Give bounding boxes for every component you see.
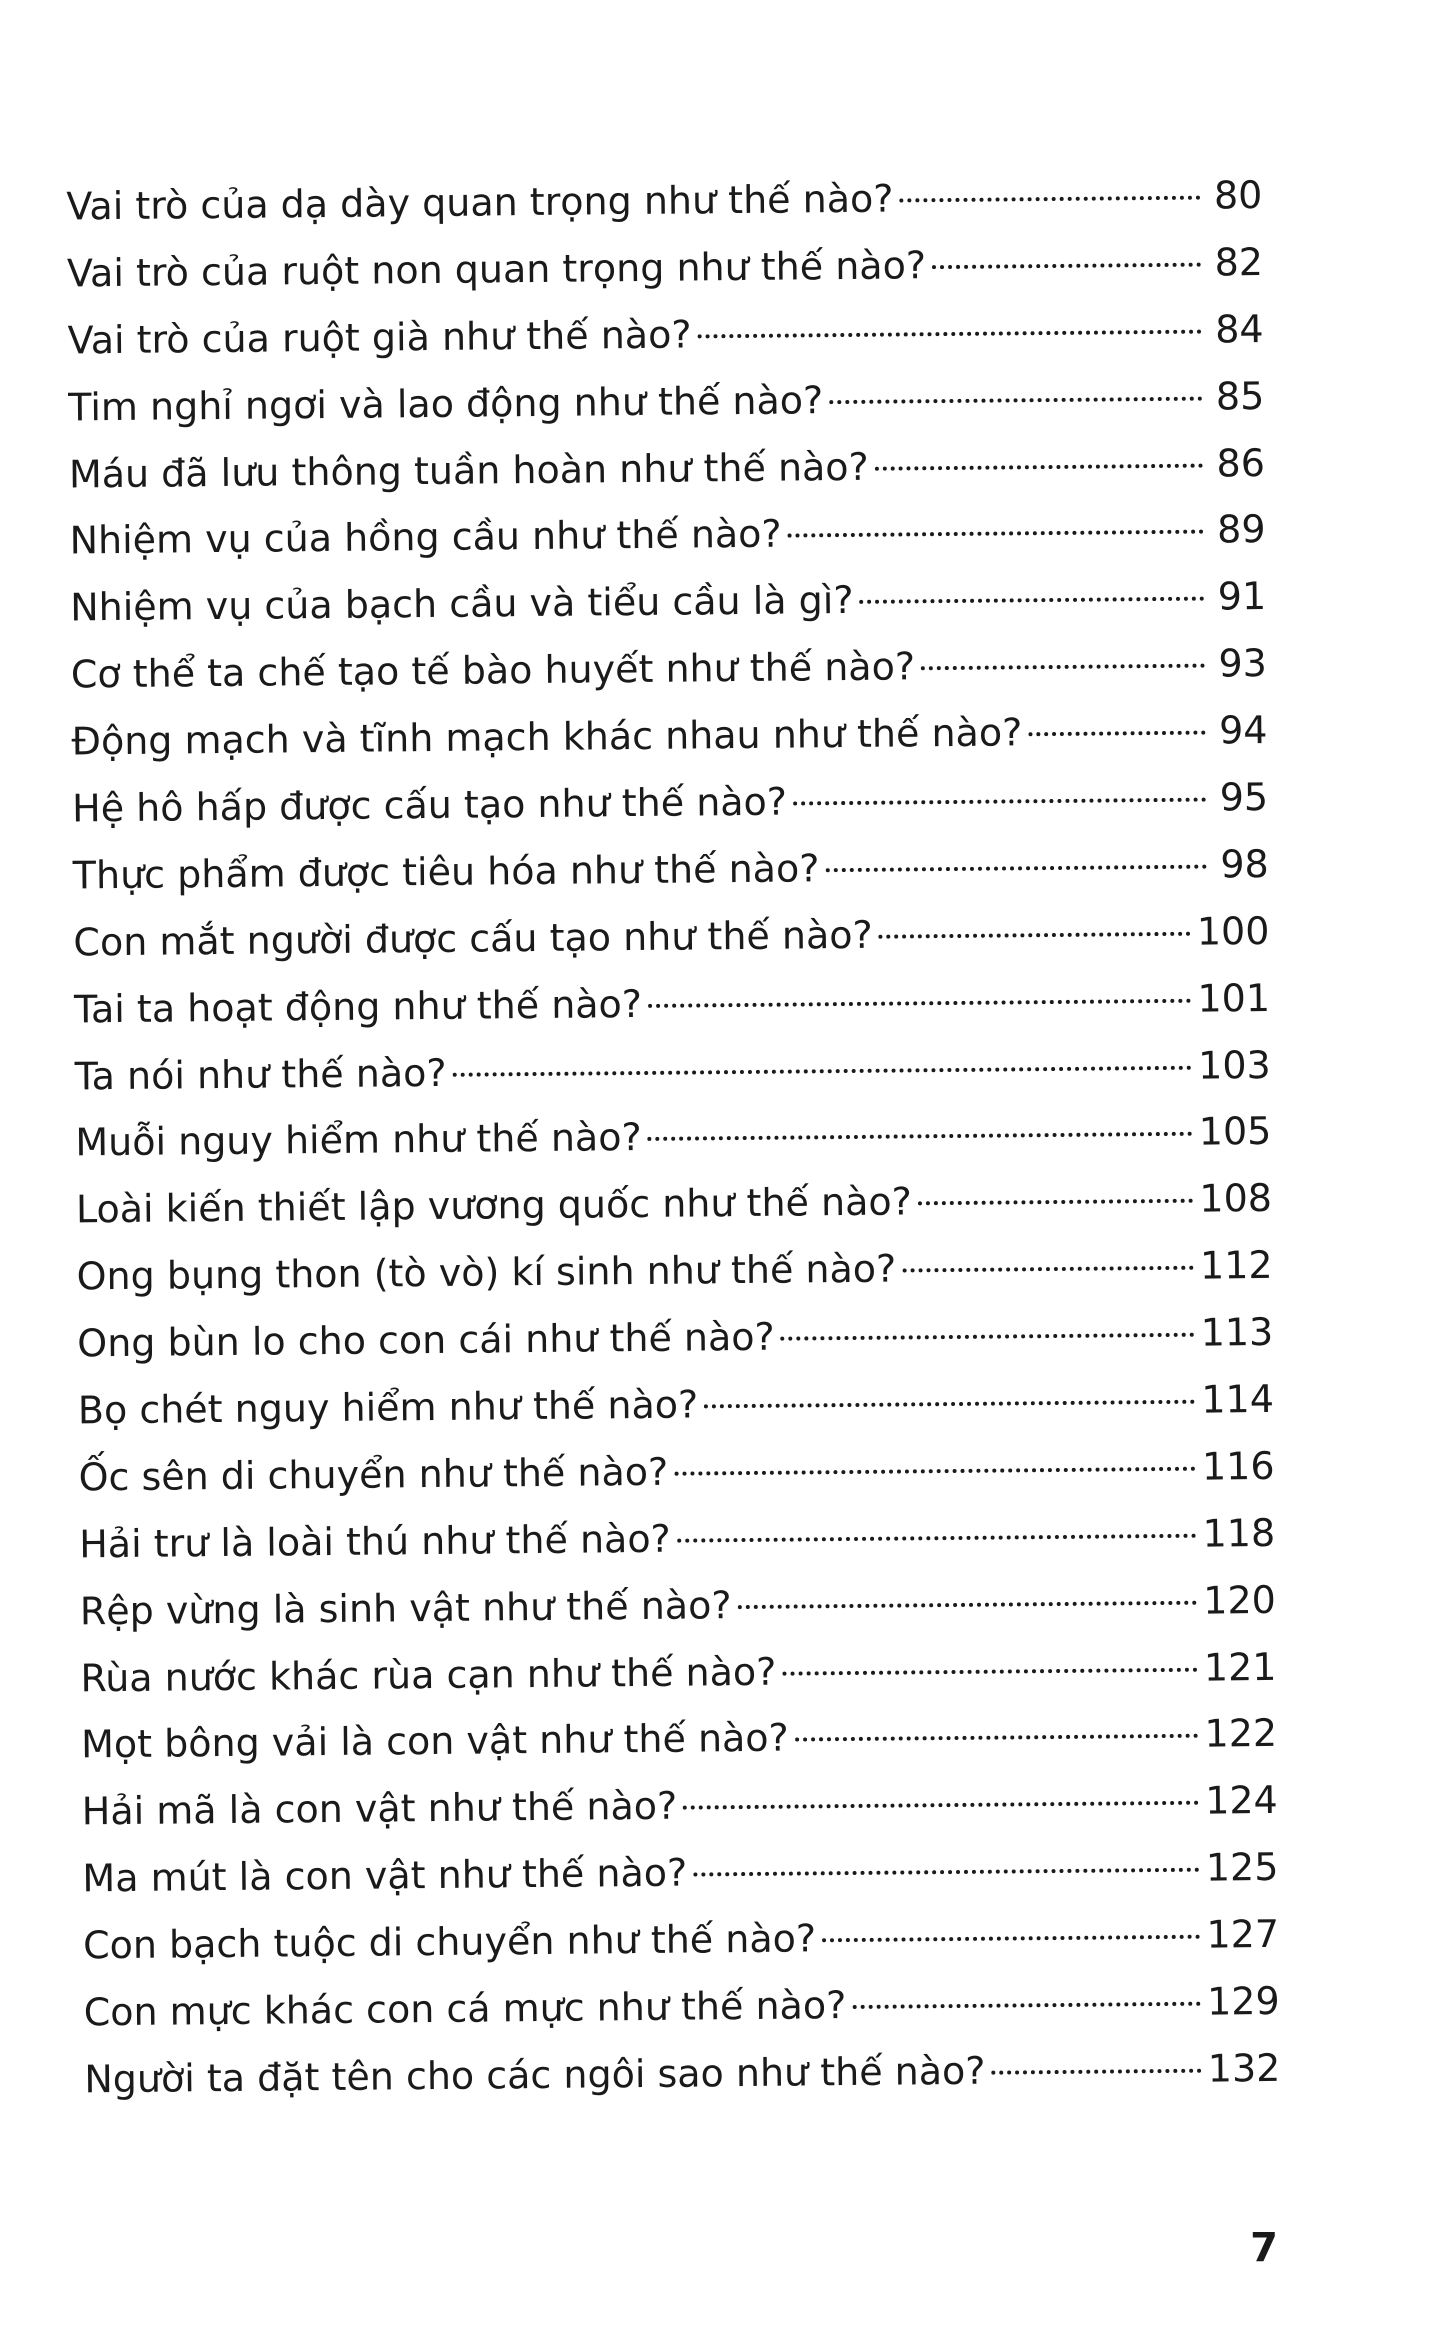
toc-entry-page: 91 (1217, 574, 1267, 619)
toc-entry-page: 116 (1201, 1443, 1275, 1489)
toc-entry (75, 1098, 1272, 1176)
toc-entry-title: Cơ thể ta chế tạo tế bào huyết như thế nào? (70, 644, 916, 697)
toc-entry-title: Con mắt người được cấu tạo như thế nào? (73, 912, 873, 965)
toc-entry-page: 93 (1218, 641, 1268, 686)
toc-entry (73, 898, 1270, 976)
toc-entry-page: 124 (1204, 1778, 1278, 1823)
toc-entry-title: Muỗi nguy hiểm như thế nào? (75, 1115, 642, 1165)
toc-entry-title: Hải trư là loài thú như thế nào? (79, 1516, 671, 1567)
toc-entry-page: 129 (1206, 1978, 1280, 2024)
dot-leader (704, 1400, 1195, 1409)
toc-entry (71, 630, 1268, 708)
toc-entry-page: 100 (1196, 908, 1270, 954)
toc-entry (74, 965, 1271, 1043)
toc-entry-page: 121 (1203, 1644, 1277, 1690)
toc-entry (70, 563, 1267, 641)
toc-entry (81, 1700, 1278, 1778)
dot-leader (677, 1534, 1197, 1543)
dot-leader (795, 1734, 1199, 1742)
toc-entry-page: 118 (1202, 1510, 1276, 1556)
dot-leader (738, 1600, 1198, 1608)
toc-entry-page: 82 (1214, 239, 1264, 285)
toc-entry-title: Ong bùn lo cho con cái như thế nào? (77, 1314, 775, 1366)
dot-leader (683, 1801, 1199, 1810)
dot-leader (793, 798, 1206, 806)
dot-leader (918, 1199, 1194, 1206)
dot-leader (932, 262, 1201, 269)
toc-entry-title: Tai ta hoạt động như thế nào? (73, 981, 643, 1032)
dot-leader (921, 664, 1205, 671)
toc-entry (79, 1500, 1276, 1578)
toc-entry-page: 105 (1198, 1109, 1272, 1155)
toc-entry-page: 84 (1215, 306, 1264, 352)
toc-entry-page: 86 (1216, 440, 1266, 486)
toc-entry-page: 80 (1213, 172, 1263, 218)
dot-leader (781, 1333, 1195, 1341)
toc-entry-page: 122 (1204, 1711, 1278, 1757)
toc-entry-page: 103 (1197, 1042, 1271, 1088)
dot-leader (829, 396, 1202, 404)
toc-entry-page: 120 (1203, 1577, 1277, 1623)
toc-entry-title: Hải mã là con vật như thế nào? (81, 1784, 678, 1834)
dot-leader (648, 998, 1192, 1007)
dot-leader (782, 1667, 1198, 1675)
dot-leader (825, 864, 1206, 872)
dot-leader (698, 329, 1202, 338)
dot-leader (860, 597, 1205, 604)
toc-entry-title: Tim nghỉ ngơi và lao động như thế nào? (68, 377, 824, 430)
toc-entry (77, 1299, 1274, 1377)
dot-leader (902, 1266, 1194, 1273)
toc-entry-page: 113 (1200, 1310, 1274, 1355)
toc-entry-page: 89 (1216, 507, 1266, 552)
toc-entry-title: Hệ hô hấp được cấu tạo như thế nào? (71, 779, 788, 831)
toc-entry (84, 2035, 1281, 2113)
dot-leader (879, 932, 1191, 939)
dot-leader (875, 463, 1203, 470)
toc-entry-title: Rùa nước khác rùa cạn như thế nào? (80, 1649, 777, 1701)
page-number: 7 (1250, 2225, 1278, 2271)
toc-entry (67, 229, 1264, 307)
toc-entry-page: 94 (1218, 708, 1268, 753)
toc-entry (69, 496, 1266, 574)
toc-entry (83, 1901, 1280, 1979)
dot-leader (1028, 731, 1205, 737)
dot-leader (822, 1935, 1200, 1943)
toc-entry (78, 1366, 1275, 1444)
toc-entry (80, 1567, 1277, 1645)
toc-entry-title: Vai trò của dạ dày quan trọng như thế nào? (66, 176, 894, 229)
toc-entry-title: Bọ chét nguy hiểm như thế nào? (77, 1382, 699, 1433)
toc-entry (82, 1834, 1279, 1912)
toc-entry-page: 112 (1199, 1243, 1273, 1288)
toc-entry (69, 430, 1266, 508)
toc-entry (72, 764, 1269, 842)
toc-entry (76, 1232, 1273, 1310)
toc-entry-title: Máu đã lưu thông tuần hoàn như thế nào? (68, 444, 869, 497)
toc-entry-title: Ốc sên di chuyển như thế nào? (78, 1449, 669, 1500)
toc-entry-title: Ong bụng thon (tò vò) kí sinh như thế nào? (76, 1246, 897, 1299)
dot-leader (991, 2069, 1201, 2075)
toc-entry-page: 98 (1220, 841, 1269, 887)
dot-leader (453, 1065, 1193, 1076)
toc-entry-page: 114 (1201, 1376, 1275, 1422)
toc-entry-title: Rệp vừng là sinh vật như thế nào? (79, 1582, 732, 1634)
dot-leader (852, 2002, 1201, 2009)
toc-entry-title: Con mực khác con cá mực như thế nào? (83, 1983, 847, 2035)
toc-entry-title: Ta nói như thế nào? (74, 1050, 447, 1099)
dot-leader (674, 1467, 1196, 1476)
toc-entry-title: Động mạch và tĩnh mạch khác nhau như thế nào? (71, 710, 1023, 764)
toc-entry-page: 108 (1199, 1176, 1273, 1222)
table-of-contents (66, 162, 1281, 2113)
toc-entry-title: Con bạch tuộc di chuyển như thế nào? (82, 1916, 817, 1968)
toc-entry-page: 101 (1197, 975, 1271, 1021)
toc-entry-title: Vai trò của ruột non quan trọng như thế nào? (66, 243, 927, 296)
toc-entry-title: Vai trò của ruột già như thế nào? (67, 312, 692, 363)
toc-entry (74, 1032, 1271, 1110)
toc-entry (83, 1968, 1280, 2046)
toc-entry (78, 1433, 1275, 1511)
dot-leader (648, 1132, 1193, 1141)
toc-entry-page: 132 (1207, 2045, 1281, 2091)
toc-entry (67, 296, 1264, 374)
dot-leader (899, 196, 1200, 203)
toc-entry-title: Mọt bông vải là con vật như thế nào? (80, 1716, 789, 1767)
dot-leader (693, 1868, 1200, 1877)
toc-entry-page: 125 (1205, 1845, 1279, 1890)
toc-entry-page: 127 (1206, 1912, 1280, 1957)
toc-entry (66, 162, 1263, 240)
toc-entry-page: 85 (1215, 373, 1265, 419)
toc-entry-page: 95 (1219, 774, 1269, 820)
toc-entry-title: Thực phẩm được tiêu hóa như thế nào? (72, 846, 820, 898)
toc-entry (81, 1767, 1278, 1845)
dot-leader (788, 530, 1204, 538)
toc-entry-title: Loài kiến thiết lập vương quốc như thế nào? (75, 1179, 913, 1232)
toc-entry-title: Ma mút là con vật như thế nào? (82, 1850, 688, 1901)
toc-entry (72, 831, 1269, 909)
toc-entry (76, 1165, 1273, 1243)
toc-entry-title: Nhiệm vụ của bạch cầu và tiểu cầu là gì? (70, 578, 854, 630)
toc-entry (68, 363, 1265, 441)
toc-entry (80, 1634, 1277, 1712)
toc-entry-title: Nhiệm vụ của hồng cầu như thế nào? (69, 512, 782, 563)
toc-entry-title: Người ta đặt tên cho các ngôi sao như thế nào? (84, 2048, 986, 2102)
toc-entry (71, 697, 1268, 775)
